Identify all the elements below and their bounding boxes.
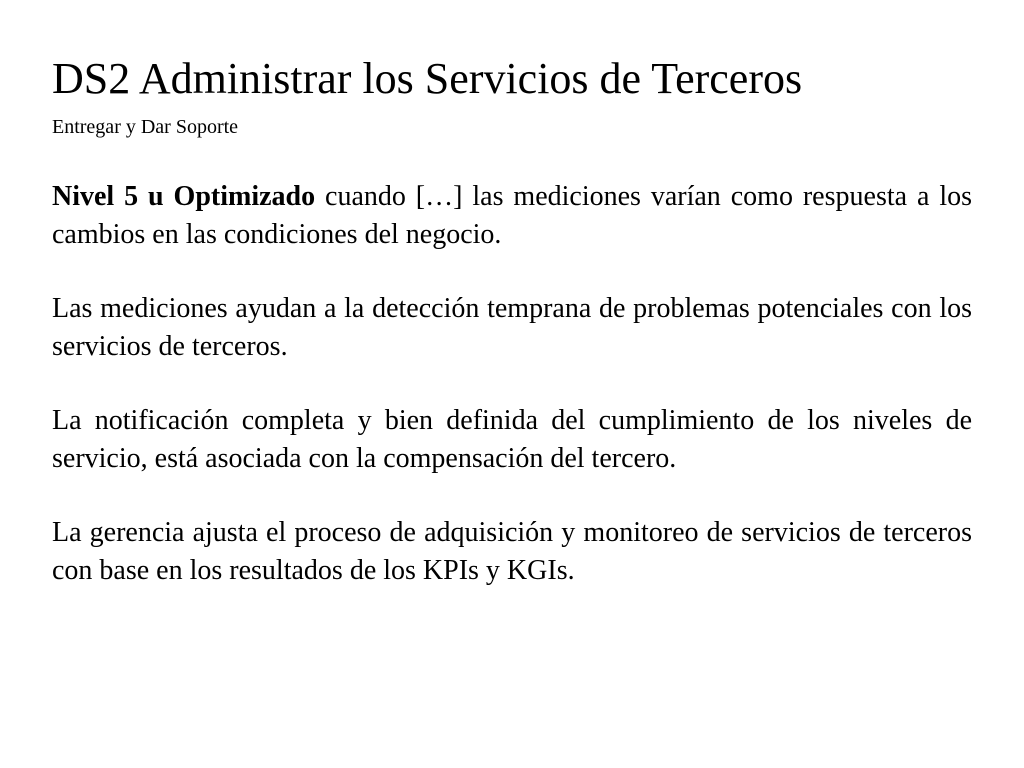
slide-subtitle: Entregar y Dar Soporte xyxy=(52,116,239,138)
paragraph-management: La gerencia ajusta el proceso de adquisición y monitoreo de servicios de terceros con base en los resultados de los KPIs y KGIs. xyxy=(52,517,972,586)
paragraph-notification: La notificación completa y bien definida del cumplimiento de los niveles de servicio, está asociada con la compensación del tercero. xyxy=(52,405,972,474)
slide-body xyxy=(52,178,972,626)
paragraph-text: cuando […] las mediciones varían como respuesta a los cambios en las condiciones del negocio. xyxy=(52,181,972,250)
paragraph-level-5 xyxy=(52,178,972,254)
paragraph-measurements: Las mediciones ayudan a la detección temprana de problemas potenciales con los servicios de terceros. xyxy=(52,293,972,362)
paragraph-lead: Nivel 5 u Optimizado xyxy=(52,181,316,212)
slide-title: DS2 Administrar los Servicios de Terceros xyxy=(52,54,803,103)
